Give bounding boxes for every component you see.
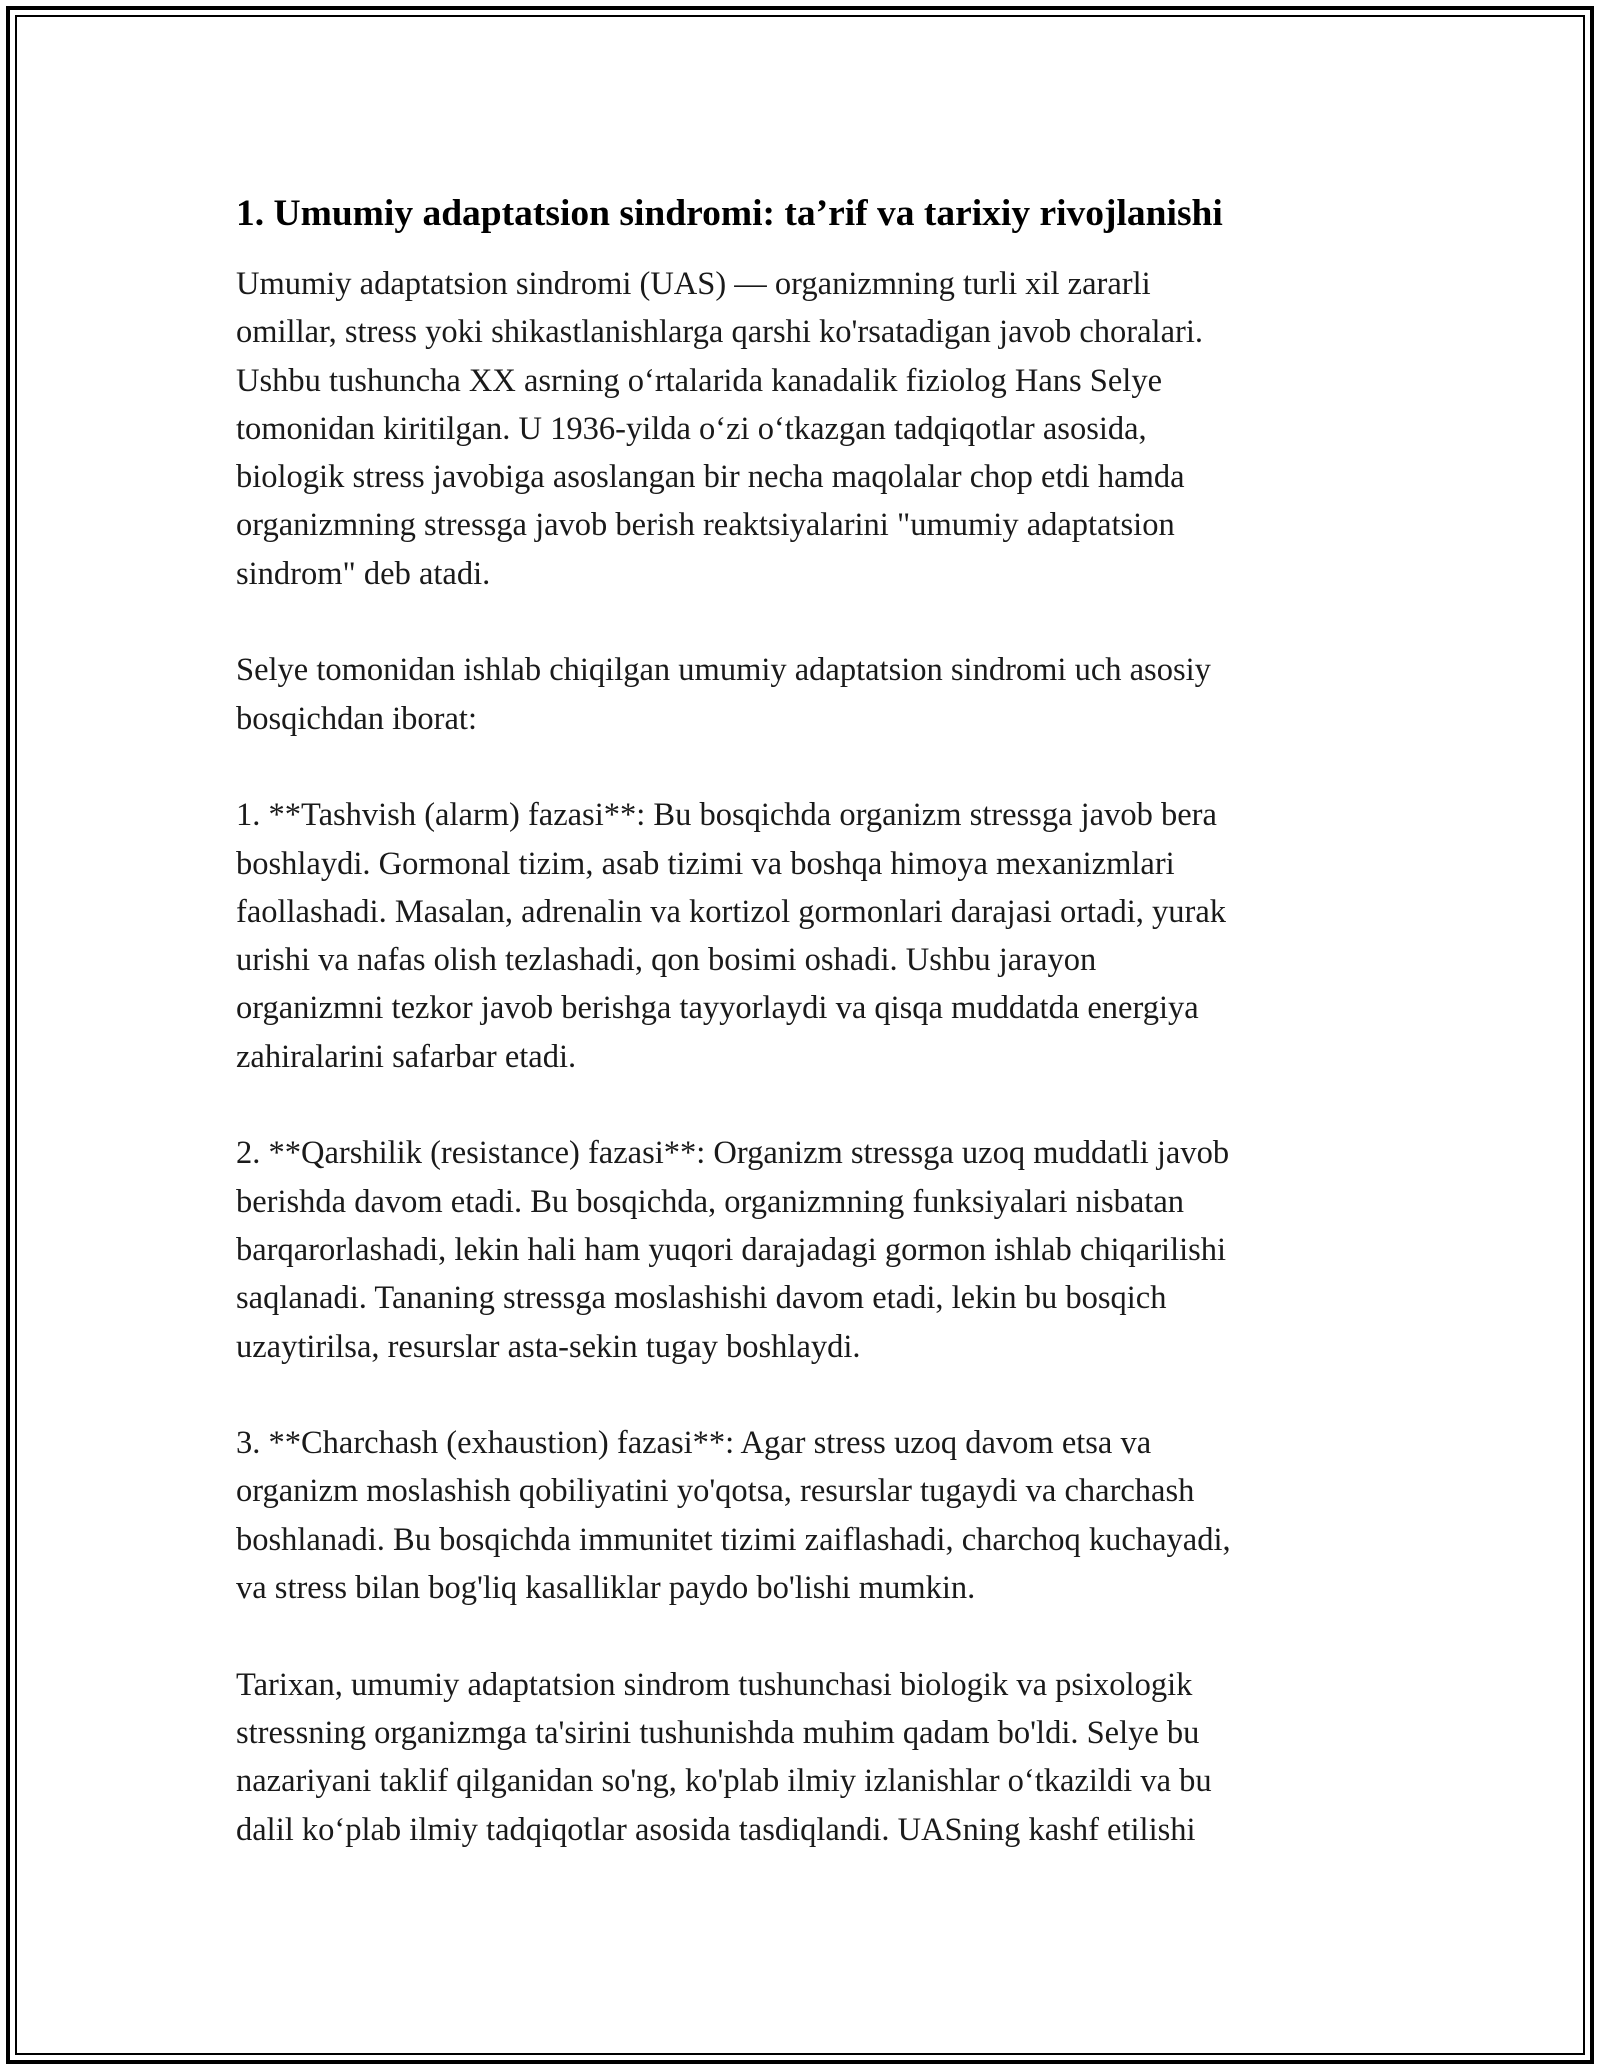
text-line: saqlanadi. Tananing stressga moslashishi davom etadi, lekin bu bosqich <box>236 1280 1167 1317</box>
text-line: boshlanadi. Bu bosqichda immunitet tizimi zaiflashadi, charchoq kuchayadi, <box>236 1521 1231 1558</box>
text-line: nazariyani taklif qilganidan so'ng, ko'plab ilmiy izlanishlar o‘tkazildi va bu <box>236 1763 1212 1800</box>
paragraph-resistance-phase <box>236 1129 1366 1370</box>
text-line: urishi va nafas olish tezlashadi, qon bosimi oshadi. Ushbu jarayon <box>236 942 1097 979</box>
text-line: organizm moslashish qobiliyatini yo'qotsa, resurslar tugaydi va charchash <box>236 1473 1195 1510</box>
text-line: zahiralarini safarbar etadi. <box>236 1038 577 1075</box>
text-line: organizmni tezkor javob berishga tayyorlaydi va qisqa muddatda energiya <box>236 990 1199 1027</box>
section-heading: 1. Umumiy adaptatsion sindromi: ta’rif va tarixiy rivojlanishi <box>236 193 1223 234</box>
text-line: Ushbu tushuncha XX asrning o‘rtalarida kanadalik fiziolog Hans Selye <box>236 362 1163 399</box>
text-line: stressning organizmga ta'sirini tushunishda muhim qadam bo'ldi. Selye bu <box>236 1714 1200 1751</box>
text-line: Umumiy adaptatsion sindromi (UAS) — organizmning turli xil zararli <box>236 266 1151 302</box>
paragraph-exhaustion-phase <box>236 1419 1366 1612</box>
text-line: faollashadi. Masalan, adrenalin va kortizol gormonlari darajasi ortadi, yurak <box>236 893 1226 930</box>
text-line: omillar, stress yoki shikastlanishlarga qarshi ko'rsatadigan javob choralari. <box>236 314 1203 351</box>
text-line: uzaytirilsa, resurslar asta-sekin tugay boshlaydi. <box>236 1328 861 1365</box>
text-line: 1. **Tashvish (alarm) fazasi**: Bu bosqichda organizm stressga javob bera <box>236 797 1217 834</box>
paragraph-stages-intro <box>236 646 1366 743</box>
text-line: va stress bilan bog'liq kasalliklar paydo bo'lishi mumkin. <box>236 1570 976 1607</box>
paragraph-alarm-phase <box>236 791 1366 1081</box>
text-line: Tarixan, umumiy adaptatsion sindrom tushunchasi biologik va psixologik <box>236 1666 1193 1703</box>
text-line: 3. **Charchash (exhaustion) fazasi**: Agar stress uzoq davom etsa va <box>236 1425 1152 1462</box>
text-line: boshlaydi. Gormonal tizim, asab tizimi va boshqa himoya mexanizmlari <box>236 845 1175 882</box>
text-line: dalil ko‘plab ilmiy tadqiqotlar asosida tasdiqlandi. UASning kashf etilishi <box>236 1811 1196 1848</box>
paragraph-historical <box>236 1661 1366 1854</box>
text-line: tomonidan kiritilgan. U 1936-yilda o‘zi o‘tkazgan tadqiqotlar asosida, <box>236 410 1147 447</box>
text-line: biologik stress javobiga asoslangan bir necha maqolalar chop etdi hamda <box>236 459 1185 496</box>
text-line: barqarorlashadi, lekin hali ham yuqori darajadagi gormon ishlab chiqarilishi <box>236 1231 1227 1268</box>
document-body <box>236 190 1366 1854</box>
text-line: berishda davom etadi. Bu bosqichda, organizmning funksiyalari nisbatan <box>236 1183 1185 1220</box>
paragraph-definition <box>236 260 1366 598</box>
text-line: Selye tomonidan ishlab chiqilgan umumiy adaptatsion sindromi uch asosiy <box>236 652 1211 689</box>
text-line: sindrom" deb atadi. <box>236 555 491 592</box>
text-line: organizmning stressga javob berish reaktsiyalarini "umumiy adaptatsion <box>236 507 1175 544</box>
text-line: 2. **Qarshilik (resistance) fazasi**: Organizm stressga uzoq muddatli javob <box>236 1135 1230 1172</box>
text-line: bosqichdan iborat: <box>236 700 477 737</box>
